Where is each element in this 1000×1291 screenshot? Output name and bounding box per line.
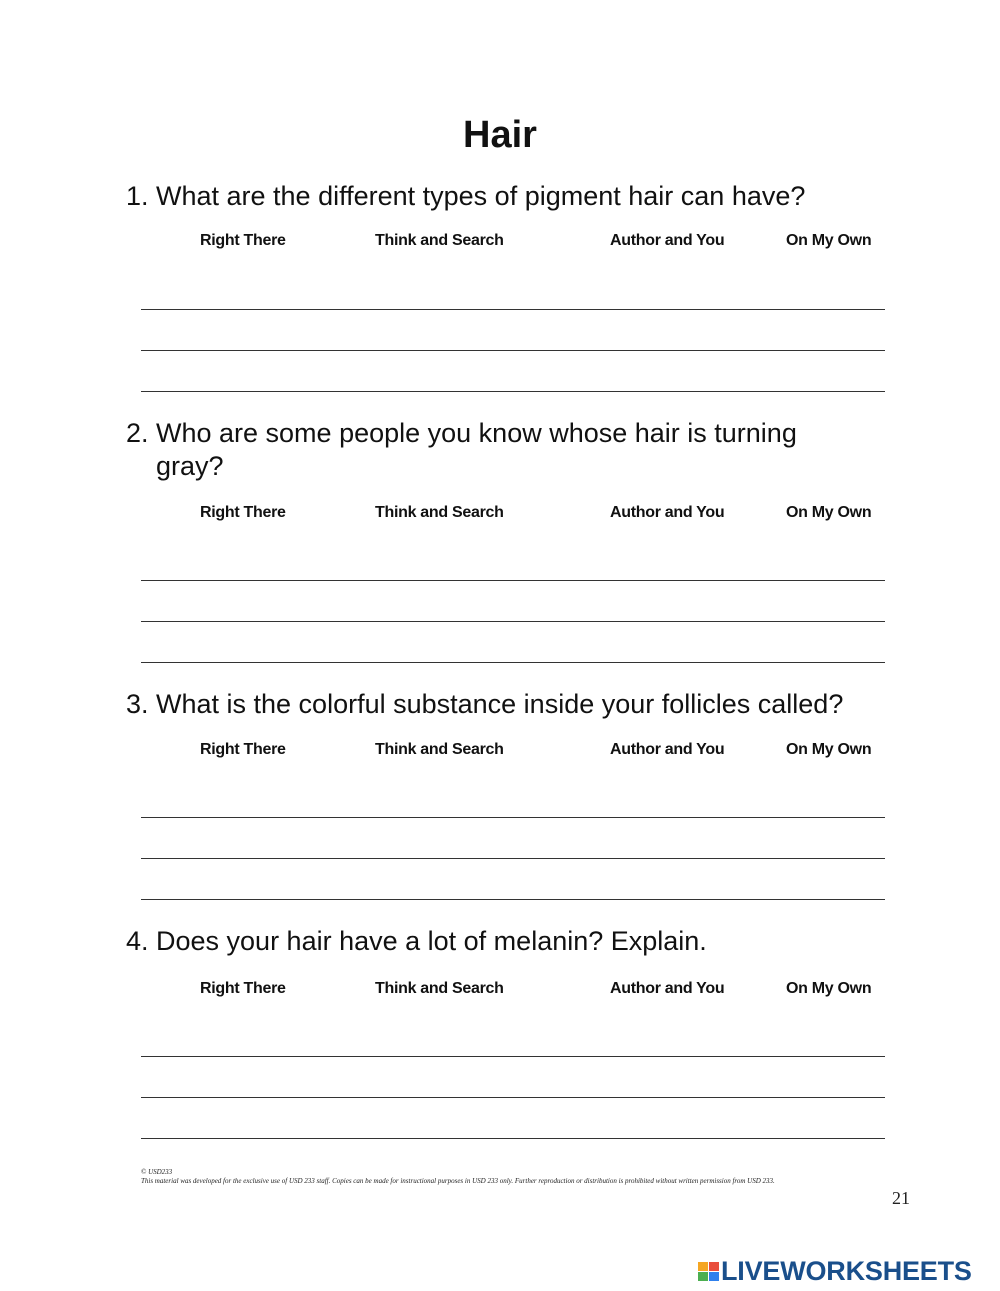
category-author-and-you[interactable]: Author and You [610,980,725,997]
category-right-there[interactable]: Right There [200,504,286,521]
question-text: What is the colorful substance inside your follicles called? [156,689,844,719]
question-number: 3. [126,689,149,719]
page-title: Hair [463,114,537,156]
liveworksheets-logo-icon [698,1262,719,1281]
question-number: 1. [126,181,149,211]
liveworksheets-logo[interactable] [698,1256,972,1286]
category-on-my-own[interactable]: On My Own [786,741,872,758]
copyright-notice [141,1168,901,1186]
category-on-my-own[interactable]: On My Own [786,504,872,521]
category-row [0,740,1000,762]
category-right-there[interactable]: Right There [200,741,286,758]
question-2 [126,417,866,483]
answer-line[interactable] [141,309,885,310]
usage-notice: This material was developed for the exclusive use of USD 233 staff. Copies can be made for instructional purposes in USD 233 only. Further reproduction or distribution is prohibited without written permission from USD 233. [141,1177,775,1185]
category-on-my-own[interactable]: On My Own [786,232,872,249]
question-text: What are the different types of pigment hair can have? [156,181,806,211]
category-think-and-search[interactable]: Think and Search [375,504,504,521]
answer-line[interactable] [141,817,885,818]
brand-name: LIVEWORKSHEETS [721,1255,972,1286]
category-row [0,231,1000,253]
question-number: 4. [126,926,149,956]
question-text: Who are some people you know whose hair is turning gray? [156,418,797,481]
question-4 [126,925,916,958]
category-right-there[interactable]: Right There [200,980,286,997]
category-think-and-search[interactable]: Think and Search [375,232,504,249]
category-on-my-own[interactable]: On My Own [786,980,872,997]
answer-line[interactable] [141,1138,885,1139]
question-1 [126,180,916,213]
page-number: 21 [892,1188,910,1208]
answer-line[interactable] [141,662,885,663]
answer-line[interactable] [141,621,885,622]
category-author-and-you[interactable]: Author and You [610,741,725,758]
category-row [0,503,1000,525]
question-number: 2. [126,418,149,448]
logo-block-icon [709,1262,719,1271]
category-think-and-search[interactable]: Think and Search [375,741,504,758]
logo-block-icon [698,1272,708,1281]
answer-line[interactable] [141,1097,885,1098]
category-right-there[interactable]: Right There [200,232,286,249]
answer-line[interactable] [141,899,885,900]
answer-line[interactable] [141,350,885,351]
logo-block-icon [698,1262,708,1271]
copyright-line: © USD233 [141,1168,173,1176]
category-author-and-you[interactable]: Author and You [610,504,725,521]
question-text: Does your hair have a lot of melanin? Explain. [156,926,707,956]
logo-block-icon [709,1272,719,1281]
answer-line[interactable] [141,858,885,859]
category-row [0,979,1000,1001]
answer-line[interactable] [141,580,885,581]
category-author-and-you[interactable]: Author and You [610,232,725,249]
answer-line[interactable] [141,391,885,392]
answer-line[interactable] [141,1056,885,1057]
category-think-and-search[interactable]: Think and Search [375,980,504,997]
question-3 [126,688,926,721]
